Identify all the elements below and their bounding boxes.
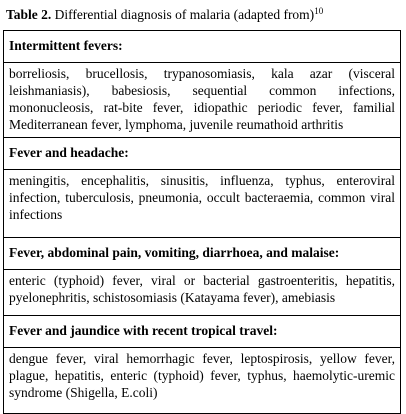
section-content-row [4,170,401,238]
reference-number: 10 [314,6,324,16]
section-content-intermittent-fevers: borreliosis, brucellosis, trypanosomiasis, kala azar (visceral leishmaniasis), babesiosis, sequential common infections, mononucleosis, rat-bite fever, idiopathic periodic fever, familial Mediterranean fever, lymphoma, juvenile reumathoid arthritis [9,66,395,132]
section-content-fever-jaundice: dengue fever, viral hemorrhagic fever, leptospirosis, yellow fever, plague, hepatitis, enteric (typhoid) fever, typhus, haemolytic-uremic syndrome (Shigella, E.coli) [9,351,395,400]
section-heading-fever-jaundice: Fever and jaundice with recent tropical travel: [9,323,278,338]
section-content-row [4,270,401,316]
table-label: Table 2. [6,7,52,22]
section-header-cell [4,138,401,170]
table-title: Differential diagnosis of malaria (adapted from) [54,7,315,22]
section-header-row [4,316,401,348]
section-content-row [4,348,401,414]
differential-diagnosis-table [3,30,401,414]
section-header-row [4,138,401,170]
table-caption [6,6,323,23]
section-content-row [4,63,401,138]
section-header-row [4,31,401,63]
section-header-cell [4,31,401,63]
section-heading-intermittent-fevers: Intermittent fevers: [9,38,123,53]
section-content-fever-headache: meningitis, encephalitis, sinusitis, influenza, typhus, enteroviral infection, tuberculosis, pneumonia, occult bacteraemia, common viral infections [9,173,395,222]
section-header-cell [4,316,401,348]
section-content-fever-abdominal-pain: enteric (typhoid) fever, viral or bacterial gastroenteritis, hepatitis, pyelonephritis, schistosomiasis (Katayama fever), amebiasis [9,273,395,305]
section-heading-fever-abdominal-pain: Fever, abdominal pain, vomiting, diarrhoea, and malaise: [9,245,340,260]
section-header-row [4,238,401,270]
section-header-cell [4,238,401,270]
section-content-cell [4,348,401,414]
section-heading-fever-headache: Fever and headache: [9,145,129,160]
section-content-cell [4,63,401,138]
section-content-cell [4,170,401,238]
section-content-cell [4,270,401,316]
